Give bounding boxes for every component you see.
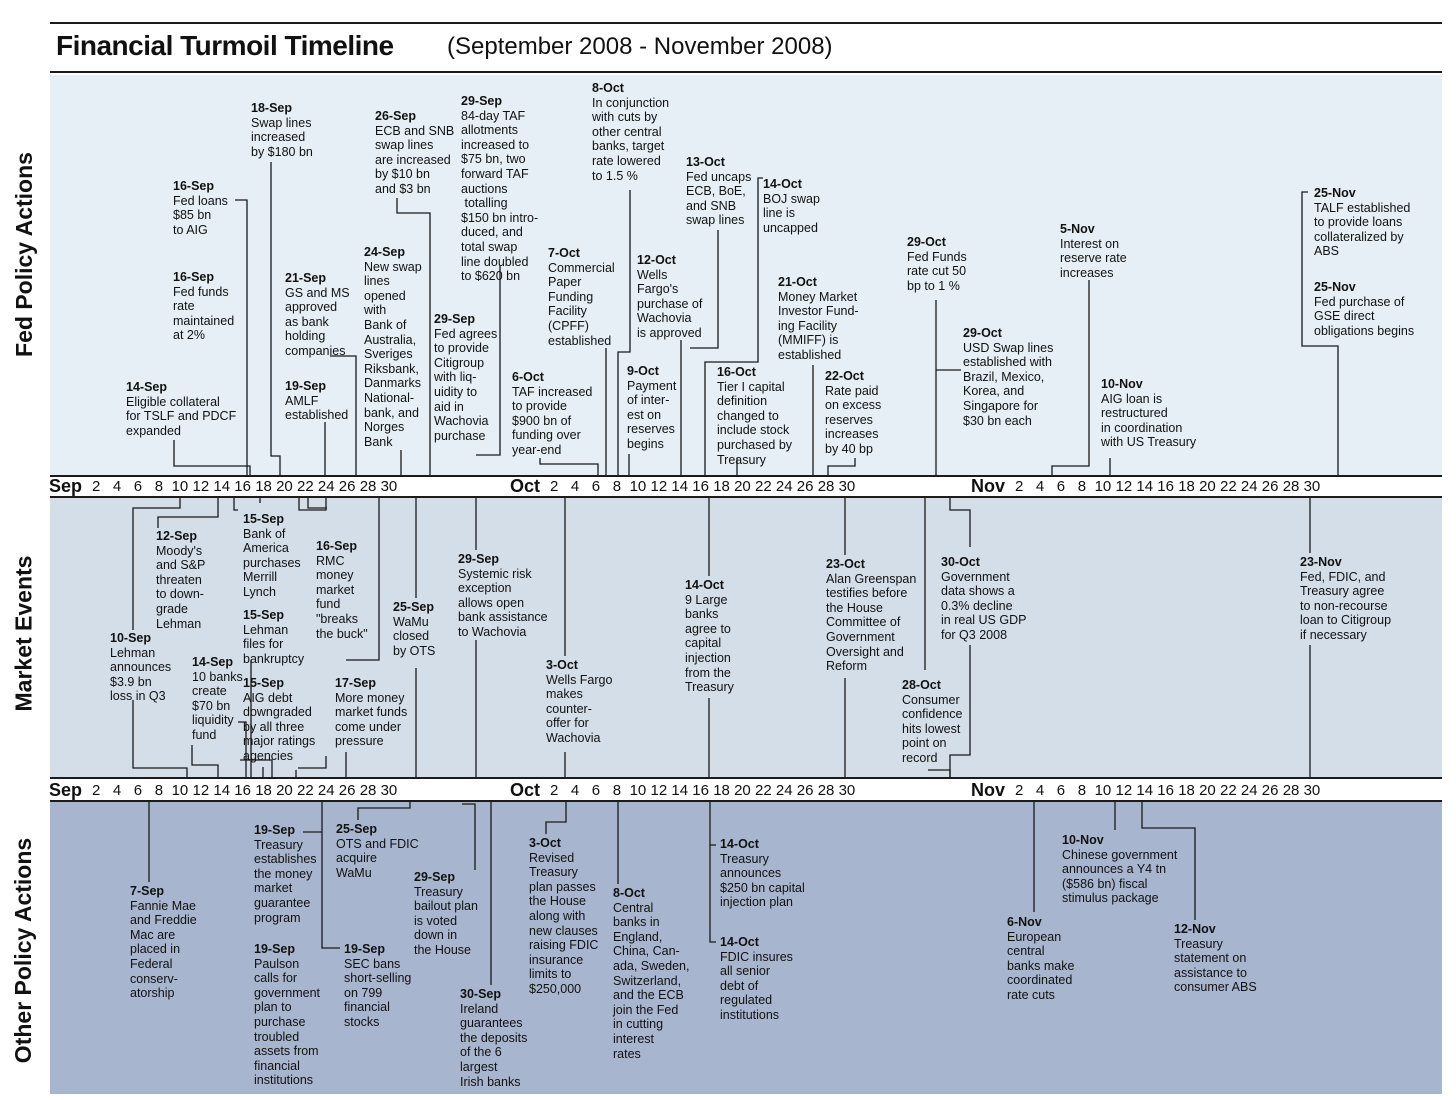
event-text: Alan Greenspan testifies before the House Committee of Government Oversight and Reform <box>826 571 917 674</box>
axis-tick-label: 2 <box>550 782 559 799</box>
event-date: 12-Nov <box>1174 922 1216 936</box>
event-text: Central banks in England, China, Can- ada, Sweden, Switzerland, and the ECB join the Fed in cutting interest rates <box>613 900 690 1061</box>
axis-tick-label: 30 <box>380 478 398 495</box>
axis-tick-label: 20 <box>1199 782 1216 799</box>
event-date: 9-Oct <box>627 364 659 378</box>
connector-line <box>133 498 180 630</box>
event-date: 29-Sep <box>434 312 475 326</box>
axis-tick-label: 20 <box>276 478 293 495</box>
axis-month-nov: Nov <box>971 476 1006 496</box>
event-text: Payment of inter- est on reserves begins <box>627 378 677 451</box>
connector-line <box>158 498 218 528</box>
event-text: TAF increased to provide $900 bn of funding over year-end <box>512 384 593 457</box>
axis-tick-label: 28 <box>1282 478 1300 495</box>
event-text: Bank of America purchases Merrill Lynch <box>243 526 301 599</box>
event-date: 25-Sep <box>393 600 434 614</box>
event-text: BOJ swap line is uncapped <box>763 191 820 235</box>
event-text: More money market funds come under pressure <box>335 690 408 749</box>
connector-line <box>540 458 598 476</box>
axis-tick-label: 10 <box>1094 782 1112 799</box>
axis-tick-label: 6 <box>133 782 143 799</box>
event-text: RMC money market fund "breaks the buck" <box>316 553 368 641</box>
event-date: 28-Oct <box>902 678 941 692</box>
connector-line <box>710 800 716 845</box>
connector-line <box>308 498 327 508</box>
axis-month-sep: Sep <box>49 476 83 496</box>
event-date: 6-Nov <box>1007 915 1042 929</box>
event-date: 23-Oct <box>826 557 865 571</box>
event-text: GS and MS approved as bank holding companies <box>285 285 350 358</box>
axis-tick-label: 6 <box>591 782 601 799</box>
event-date: 13-Oct <box>686 155 725 169</box>
event-text: AMLF established <box>285 393 349 423</box>
axis-tick-label: 6 <box>591 478 601 495</box>
axis-tick-label: 10 <box>171 478 189 495</box>
event-text: Paulson calls for government plan to purchase troubled assets from financial institutions <box>254 956 321 1088</box>
axis-tick-label: 24 <box>775 782 793 799</box>
event-date: 26-Sep <box>375 109 416 123</box>
axis-tick-label: 22 <box>297 478 314 495</box>
event-text: Consumer confidence hits lowest point on record <box>902 692 963 765</box>
event-date: 17-Sep <box>335 676 376 690</box>
axis-tick-label: 28 <box>359 478 377 495</box>
axis-tick-label: 16 <box>234 478 251 495</box>
event-text: Ireland guarantees the deposits of the 6 largest Irish banks <box>460 1001 528 1089</box>
connector-line <box>322 832 340 948</box>
event-text: SEC bans short-selling on 799 financial stocks <box>344 956 412 1029</box>
connector-line <box>271 162 280 476</box>
axis-tick-label: 16 <box>692 782 709 799</box>
event-text: TALF established to provide loans collateralized by ABS <box>1314 200 1411 259</box>
connector-line <box>238 722 246 777</box>
axis-tick-label: 16 <box>692 478 709 495</box>
axis-month-oct: Oct <box>510 476 541 496</box>
axis-tick-label: 26 <box>338 782 356 799</box>
connector-line <box>235 200 247 476</box>
axis-tick-label: 18 <box>1178 782 1195 799</box>
event-date: 30-Sep <box>460 987 501 1001</box>
event-text: Fannie Mae and Freddie Mac are placed in Federal conserv- atorship <box>130 898 197 1001</box>
event-text: Fed uncaps ECB, BoE, and SNB swap lines <box>686 169 752 228</box>
event-text: AIG debt downgraded by all three major ratings agencies <box>243 690 316 763</box>
connector-line <box>950 498 970 547</box>
event-text: Commercial Paper Funding Facility (CPFF) established <box>548 260 615 348</box>
event-text: Wells Fargo's purchase of Wachovia is approved <box>637 267 703 340</box>
event-text: Rate paid on excess reserves increases by 40 bp <box>825 383 882 456</box>
event-date: 29-Oct <box>963 326 1002 340</box>
event-text: In conjunction with cuts by other central banks, target rate lowered to 1.5 % <box>592 95 670 183</box>
axis-tick-label: 12 <box>1115 478 1133 495</box>
connector-line <box>234 498 238 510</box>
event-text: 84-day TAF allotments increased to $75 bn, two forward TAF auctions totalling $150 bn intro- duced, and total swap line doubled to $620 bn <box>461 108 539 284</box>
page-subtitle: (September 2008 - November 2008) <box>447 33 833 60</box>
axis-tick-label: 10 <box>629 478 647 495</box>
event-date: 15-Sep <box>243 512 284 526</box>
event-date: 14-Sep <box>126 380 167 394</box>
connector-line <box>330 356 356 476</box>
connector-line <box>397 198 430 476</box>
event-date: 6-Oct <box>512 370 544 384</box>
event-date: 3-Oct <box>546 658 578 672</box>
section-label-market: Market Events <box>10 555 37 711</box>
event-text: Wells Fargo makes counter- offer for Wachovia <box>546 672 613 745</box>
axis-tick-label: 30 <box>1303 478 1321 495</box>
connector-line <box>358 800 410 820</box>
event-date: 16-Sep <box>173 270 214 284</box>
axis-tick-label: 6 <box>1056 478 1066 495</box>
axis-tick-label: 22 <box>755 478 772 495</box>
axis-tick-label: 16 <box>1157 478 1174 495</box>
event-date: 23-Nov <box>1300 555 1342 569</box>
axis-tick-label: 2 <box>1015 478 1024 495</box>
axis-tick-label: 4 <box>1035 782 1045 799</box>
axis-tick-label: 28 <box>817 478 835 495</box>
event-text: Chinese government announces a Y4 tn ($586 bn) fiscal stimulus package <box>1062 847 1178 906</box>
connector-line <box>174 440 250 476</box>
connector-line <box>1052 280 1089 476</box>
axis-tick-label: 26 <box>796 782 814 799</box>
event-text: Fed funds rate maintained at 2% <box>173 284 235 343</box>
axis-tick-label: 8 <box>154 782 164 799</box>
event-text: Fed Funds rate cut 50 bp to 1 % <box>907 249 967 293</box>
axis-tick-label: 24 <box>1240 478 1258 495</box>
connector-line <box>710 845 716 942</box>
axis-tick-label: 8 <box>1077 478 1087 495</box>
axis-tick-label: 18 <box>713 478 730 495</box>
axis-tick-label: 10 <box>1094 478 1112 495</box>
event-date: 21-Sep <box>285 271 326 285</box>
event-text: ECB and SNB swap lines are increased by $10 bn and $3 bn <box>375 123 455 196</box>
event-date: 29-Oct <box>907 235 946 249</box>
connector-line <box>462 804 475 870</box>
connector-line <box>1302 192 1338 476</box>
axis-month-oct: Oct <box>510 780 541 800</box>
event-text: Treasury statement on assistance to consumer ABS <box>1174 936 1257 995</box>
axis-tick-label: 2 <box>92 782 101 799</box>
event-date: 16-Oct <box>717 365 756 379</box>
connector-line <box>303 800 322 832</box>
event-text: Fed, FDIC, and Treasury agree to non-recourse loan to Citigroup if necessary <box>1300 569 1392 642</box>
axis-tick-label: 12 <box>192 782 210 799</box>
event-text: Lehman files for bankruptcy <box>243 622 305 666</box>
event-text: Swap lines increased by $180 bn <box>251 115 313 159</box>
axis-tick-label: 28 <box>817 782 835 799</box>
connector-line <box>928 770 950 777</box>
axis-tick-label: 24 <box>317 782 335 799</box>
axis-tick-label: 14 <box>1136 782 1154 799</box>
event-date: 10-Sep <box>110 631 151 645</box>
axis-tick-label: 18 <box>713 782 730 799</box>
event-date: 16-Sep <box>173 179 214 193</box>
event-date: 29-Sep <box>458 552 499 566</box>
event-text: WaMu closed by OTS <box>393 614 436 658</box>
event-text: Interest on reserve rate increases <box>1060 236 1127 280</box>
connector-line <box>298 756 326 768</box>
event-text: USD Swap lines established with Brazil, Mexico, Korea, and Singapore for $30 bn each <box>963 340 1054 428</box>
connector-line <box>690 230 718 348</box>
axis-month-sep: Sep <box>49 780 83 800</box>
axis-tick-label: 8 <box>612 478 622 495</box>
event-date: 14-Oct <box>685 578 724 592</box>
axis-tick-label: 26 <box>338 478 356 495</box>
event-date: 3-Oct <box>529 836 561 850</box>
axis-tick-label: 30 <box>838 478 856 495</box>
event-text: Eligible collateral for TSLF and PDCF expanded <box>126 394 237 438</box>
connector-line <box>618 190 630 476</box>
axis-tick-label: 30 <box>838 782 856 799</box>
axis-tick-label: 22 <box>755 782 772 799</box>
connector-line <box>950 645 970 777</box>
axis-tick-label: 14 <box>213 478 231 495</box>
event-text: FDIC insures all senior debt of regulated institutions <box>720 949 793 1022</box>
event-date: 14-Oct <box>720 935 759 949</box>
event-date: 14-Oct <box>763 177 802 191</box>
event-date: 19-Sep <box>285 379 326 393</box>
event-date: 7-Oct <box>548 246 580 260</box>
section-label-other: Other Policy Actions <box>10 837 37 1063</box>
event-date: 14-Sep <box>192 655 233 669</box>
event-date: 10-Nov <box>1062 833 1104 847</box>
axis-tick-label: 20 <box>276 782 293 799</box>
event-text: 9 Large banks agree to capital injection from the Treasury <box>685 592 734 695</box>
event-text: Fed agrees to provide Citigroup with liq- uidity to aid in Wachovia purchase <box>434 326 498 443</box>
axis-tick-label: 28 <box>1282 782 1300 799</box>
event-text: Money Market Investor Fund- ing Facility (MMIFF) is established <box>778 289 859 362</box>
axis-tick-label: 12 <box>1115 782 1133 799</box>
event-date: 10-Nov <box>1101 377 1143 391</box>
axis-tick-label: 2 <box>92 478 101 495</box>
event-date: 25-Sep <box>336 822 377 836</box>
axis-tick-label: 20 <box>734 478 751 495</box>
axis-tick-label: 30 <box>1303 782 1321 799</box>
axis-tick-label: 26 <box>1261 478 1279 495</box>
axis-tick-label: 14 <box>671 478 689 495</box>
axis-tick-label: 30 <box>380 782 398 799</box>
axis-tick-label: 14 <box>671 782 689 799</box>
event-date: 18-Sep <box>251 101 292 115</box>
axis-tick-label: 24 <box>775 478 793 495</box>
axis-tick-label: 10 <box>629 782 647 799</box>
connector-line <box>828 458 855 476</box>
connector-line <box>1142 800 1195 920</box>
section-label-fed: Fed Policy Actions <box>10 151 37 357</box>
axis-tick-label: 20 <box>734 782 751 799</box>
axis-tick-label: 18 <box>255 782 272 799</box>
event-date: 21-Oct <box>778 275 817 289</box>
axis-tick-label: 4 <box>1035 478 1045 495</box>
event-date: 14-Oct <box>720 837 759 851</box>
event-text: Systemic risk exception allows open bank assistance to Wachovia <box>458 566 548 639</box>
axis-tick-label: 4 <box>570 478 580 495</box>
axis-tick-label: 28 <box>359 782 377 799</box>
axis-tick-label: 20 <box>1199 478 1216 495</box>
axis-tick-label: 12 <box>650 478 668 495</box>
event-date: 16-Sep <box>316 539 357 553</box>
axis-tick-label: 2 <box>1015 782 1024 799</box>
axis-tick-label: 14 <box>1136 478 1154 495</box>
event-date: 15-Sep <box>243 608 284 622</box>
event-text: Treasury announces $250 bn capital injection plan <box>720 851 805 910</box>
event-text: 10 banks create $70 bn liquidity fund <box>192 669 243 742</box>
axis-tick-label: 16 <box>234 782 251 799</box>
event-text: Revised Treasury plan passes the House along with new clauses raising FDIC insurance limits to $250,000 <box>529 850 599 996</box>
event-text: European central banks make coordinated rate cuts <box>1007 929 1075 1002</box>
axis-tick-label: 16 <box>1157 782 1174 799</box>
event-date: 12-Sep <box>156 529 197 543</box>
axis-tick-label: 24 <box>1240 782 1258 799</box>
event-date: 29-Sep <box>414 870 455 884</box>
connector-line <box>476 265 500 455</box>
event-date: 22-Oct <box>825 369 864 383</box>
axis-tick-label: 14 <box>213 782 231 799</box>
event-text: OTS and FDIC acquire WaMu <box>336 836 419 880</box>
event-date: 5-Nov <box>1060 222 1095 236</box>
axis-tick-label: 22 <box>297 782 314 799</box>
event-date: 19-Sep <box>254 942 295 956</box>
page-title: Financial Turmoil Timeline <box>56 30 394 61</box>
connector-line <box>192 745 218 777</box>
axis-tick-label: 6 <box>133 478 143 495</box>
event-text: Government data shows a 0.3% decline in real US GDP for Q3 2008 <box>941 569 1027 642</box>
axis-tick-label: 26 <box>796 478 814 495</box>
axis-tick-label: 12 <box>192 478 210 495</box>
axis-tick-label: 12 <box>650 782 668 799</box>
event-date: 19-Sep <box>344 942 385 956</box>
event-text: Moody's and S&P threaten to down- grade Lehman <box>156 543 206 631</box>
event-date: 24-Sep <box>364 245 405 259</box>
event-text: Fed purchase of GSE direct obligations begins <box>1314 294 1415 338</box>
axis-tick-label: 4 <box>570 782 580 799</box>
axis-tick-label: 18 <box>1178 478 1195 495</box>
connector-line <box>133 700 187 777</box>
event-text: Treasury establishes the money market guarantee program <box>254 837 317 925</box>
event-date: 8-Oct <box>592 81 624 95</box>
axis-tick-label: 24 <box>317 478 335 495</box>
event-date: 7-Sep <box>130 884 165 898</box>
event-date: 8-Oct <box>613 886 645 900</box>
axis-tick-label: 4 <box>112 478 122 495</box>
event-text: AIG loan is restructured in coordination with US Treasury <box>1101 391 1197 450</box>
event-date: 19-Sep <box>254 823 295 837</box>
event-text: Treasury bailout plan is voted down in the House <box>414 884 478 957</box>
axis-month-nov: Nov <box>971 780 1006 800</box>
connector-line <box>546 800 566 834</box>
axis-tick-label: 8 <box>1077 782 1087 799</box>
axis-tick-label: 2 <box>550 478 559 495</box>
event-date: 25-Nov <box>1314 186 1356 200</box>
axis-tick-label: 22 <box>1220 782 1237 799</box>
event-date: 25-Nov <box>1314 280 1356 294</box>
connector-line <box>346 498 379 660</box>
axis-tick-label: 8 <box>154 478 164 495</box>
axis-tick-label: 8 <box>612 782 622 799</box>
axis-tick-label: 22 <box>1220 478 1237 495</box>
axis-tick-label: 18 <box>255 478 272 495</box>
axis-tick-label: 10 <box>171 782 189 799</box>
event-date: 29-Sep <box>461 94 502 108</box>
axis-tick-label: 26 <box>1261 782 1279 799</box>
connector-line <box>240 760 272 777</box>
axis-tick-label: 4 <box>112 782 122 799</box>
event-text: Fed loans $85 bn to AIG <box>173 193 228 237</box>
axis-tick-label: 6 <box>1056 782 1066 799</box>
event-date: 30-Oct <box>941 555 980 569</box>
connector-line <box>705 178 763 476</box>
event-text: Tier I capital definition changed to include stock purchased by Treasury <box>717 379 793 467</box>
event-date: 12-Oct <box>637 253 676 267</box>
event-date: 15-Sep <box>243 676 284 690</box>
event-text: New swap lines opened with Bank of Australia, Sveriges Riksbank, Danmarks National- bank, and Norges Bank <box>364 259 422 449</box>
event-text: Lehman announces $3.9 bn loss in Q3 <box>110 645 172 704</box>
